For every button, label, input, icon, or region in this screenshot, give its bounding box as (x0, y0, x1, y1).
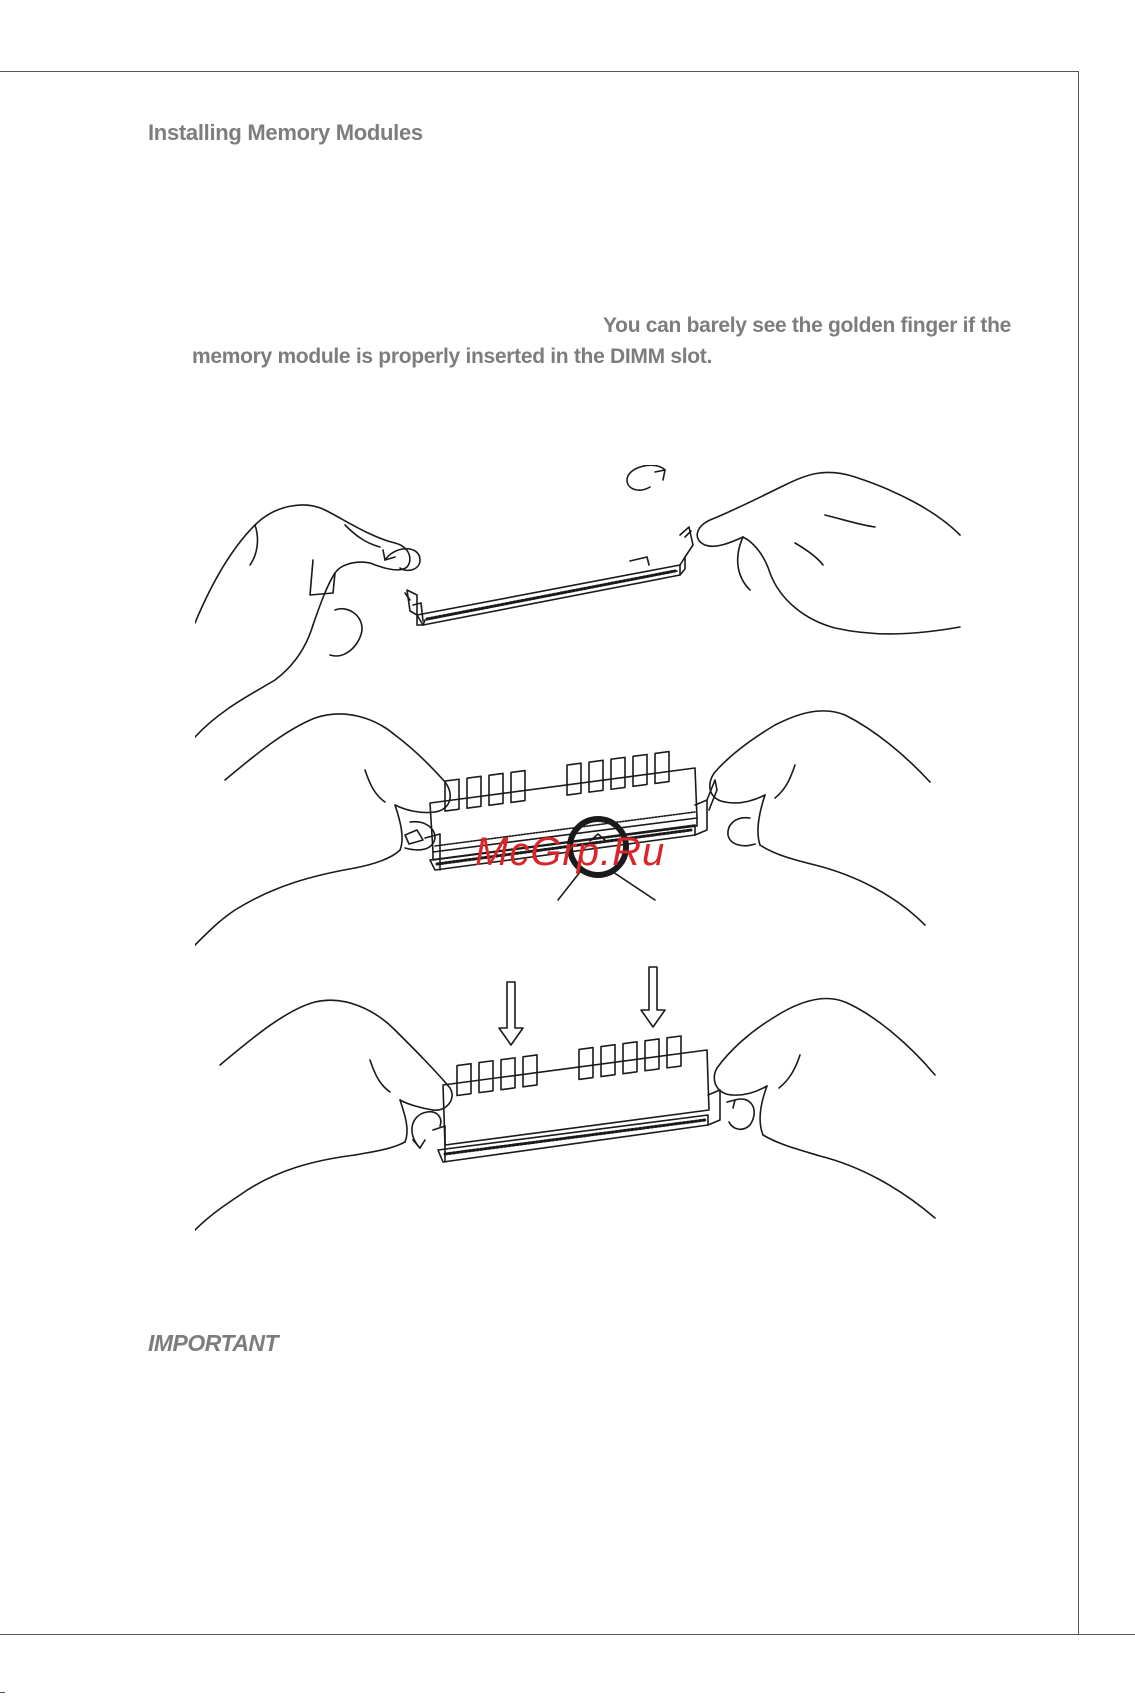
right-hand-icon-2 (710, 711, 930, 925)
important-label: IMPORTANT (148, 1330, 279, 1356)
memory-install-illustration (195, 465, 975, 1305)
right-latch-icon (680, 527, 693, 557)
left-hand-icon (195, 505, 410, 737)
watermark-text: McGrp.Ru (475, 830, 666, 874)
illustration-press-down (195, 967, 935, 1230)
press-down-arrow-left-icon (499, 982, 523, 1045)
left-latch-icon (405, 590, 417, 615)
illustration-open-latches (195, 465, 960, 737)
page-frame-right (1078, 71, 1079, 1634)
right-hand-icon-3 (714, 998, 935, 1218)
left-hand-icon-2 (195, 714, 450, 945)
dimm-slot-icon-3 (433, 1090, 720, 1162)
right-hand-icon (697, 472, 960, 634)
rotate-arrow-right-icon (627, 465, 665, 490)
page-frame-top (0, 71, 1079, 72)
latch-close-arrow-right-icon (727, 1099, 754, 1129)
illustration-align-notch (195, 711, 930, 945)
page-corner-mark (0, 1692, 5, 1693)
press-down-arrow-right-icon (641, 967, 665, 1027)
latch-close-arrow-left-icon (412, 1112, 441, 1148)
step-note (192, 310, 1012, 372)
left-hand-icon-3 (195, 1000, 452, 1230)
memory-chips-icon-3 (457, 1036, 681, 1095)
memory-module-icon-3 (443, 1036, 709, 1145)
section-heading: Installing Memory Modules (148, 120, 423, 145)
memory-chips-icon (445, 752, 669, 811)
dimm-slot-icon (413, 557, 685, 625)
step-note-line-2: memory module is properly inserted in the DIMM slot. (192, 345, 712, 368)
step-note-line-1: You can barely see the golden finger if the (603, 314, 1011, 337)
rotate-arrow-left-icon (383, 549, 420, 571)
page-frame-bottom (0, 1634, 1135, 1635)
